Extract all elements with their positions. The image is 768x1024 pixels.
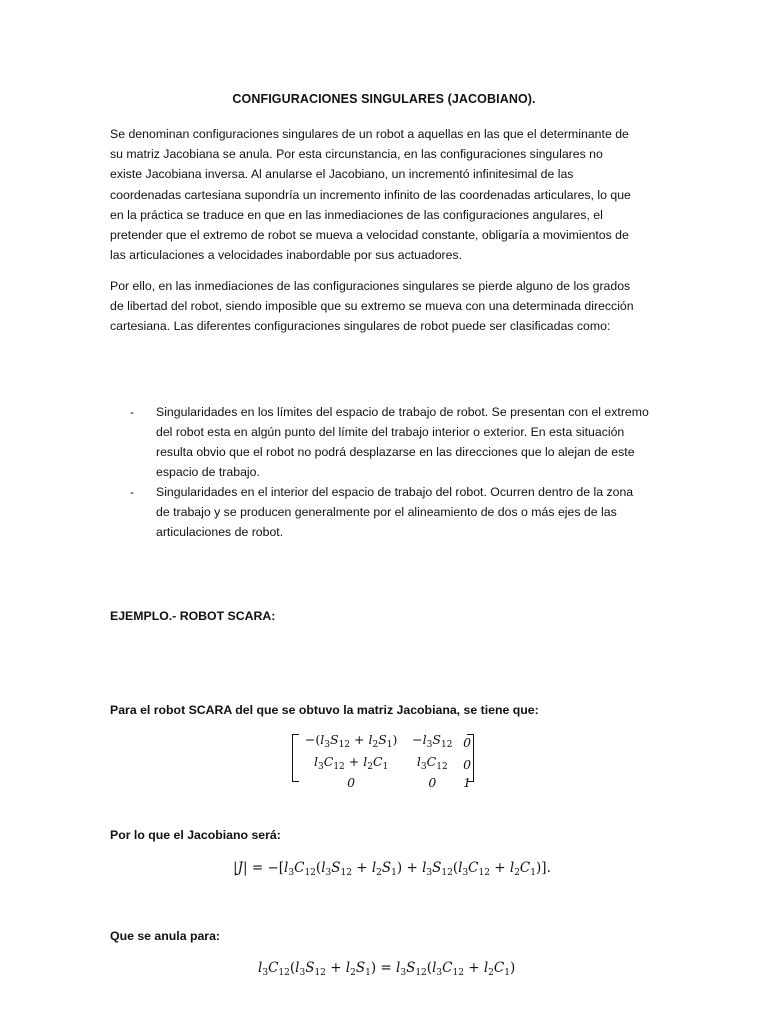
- matrix-row: [298, 754, 474, 776]
- jacobian-matrix: [292, 732, 474, 790]
- list-item: [130, 482, 650, 542]
- jacobian-intro: Para el robot SCARA del que se obtuvo la matriz Jacobiana, se tiene que:: [110, 703, 539, 717]
- determinant-intro: Por lo que el Jacobiano será:: [110, 828, 281, 842]
- document-title: CONFIGURACIONES SINGULARES (JACOBIANO).: [232, 92, 536, 106]
- list-item-text: Singularidades en el interior del espacio de trabajo del robot. Ocurren dentro de la zona de trabajo y se producen generalmente por el alineamiento de dos o más ejes de las articulaciones de robot.: [156, 485, 634, 539]
- matrix-cell: 0: [347, 775, 356, 790]
- matrix-cell: $-l_3S_{12}$: [412, 732, 453, 750]
- singularity-condition-equation: $l_3C_{12}(l_3S_{12} + l_2S_1) = l_3S_{12}(l_3C_{12} + l_2C_1)$: [258, 960, 516, 978]
- matrix-cell: 0: [463, 756, 472, 772]
- condition-intro: Que se anula para:: [110, 929, 221, 943]
- list-item: [130, 402, 650, 482]
- matrix-cell: $-(l_3S_{12} + l_2S_1)$: [304, 732, 398, 750]
- paragraph-consequence: Por ello, en las inmediaciones de las configuraciones singulares se pierde alguno de los grados de libertad del robot, siendo imposible que su extremo se mueva con una determinada dirección cartesiana. Las diferentes configuraciones singulares de robot puede ser clasificadas como:: [110, 279, 634, 334]
- matrix-body: [298, 732, 474, 791]
- matrix-cell: 1: [463, 775, 472, 790]
- determinant-equation: $|J| = -[l_3C_{12}(l_3S_{12} + l_2S_1) + l_3S_{12}(l_3C_{12} + l_2C_1)]$.: [233, 860, 551, 878]
- list-bullet: -: [130, 405, 135, 419]
- list-bullet: -: [130, 485, 135, 499]
- matrix-cell: $l_3C_{12} + l_2C_1$: [314, 753, 389, 772]
- list-item-text: Singularidades en los límites del espacio de trabajo de robot. Se presentan con el extremo del robot esta en algún punto del límite del trabajo interior o exterior. En esta situación resulta obvio que el robot no podrá desplazarse en las direcciones que lo alejan de este espacio de trabajo.: [156, 405, 649, 479]
- matrix-row: [298, 775, 474, 791]
- example-heading: EJEMPLO.- ROBOT SCARA:: [110, 609, 276, 623]
- matrix-cell: $l_3C_{12}$: [416, 753, 448, 772]
- singularity-types-list: [130, 402, 650, 542]
- matrix-row: [298, 732, 474, 754]
- matrix-cell: 0: [428, 775, 437, 790]
- matrix-cell: 0: [463, 735, 472, 750]
- paragraph-definition: Se denominan configuraciones singulares de un robot a aquellas en las que el determinante de su matriz Jacobiana se anula. Por esta circunstancia, en las configuraciones singulares no existe Jacobiana inversa. Al anularse el Jacobiano, un incrementó infinitesimal de las coordenadas cartesiana supondría un incremento infinito de las coordenadas articulares, lo que en la práctica se traduce en que en las inmediaciones de las configuraciones angulares, el pretender que el extremo de robot se mueva a velocidad constante, obligaría a movimientos de las articulaciones a velocidades inabordable por sus actuadores.: [110, 127, 631, 263]
